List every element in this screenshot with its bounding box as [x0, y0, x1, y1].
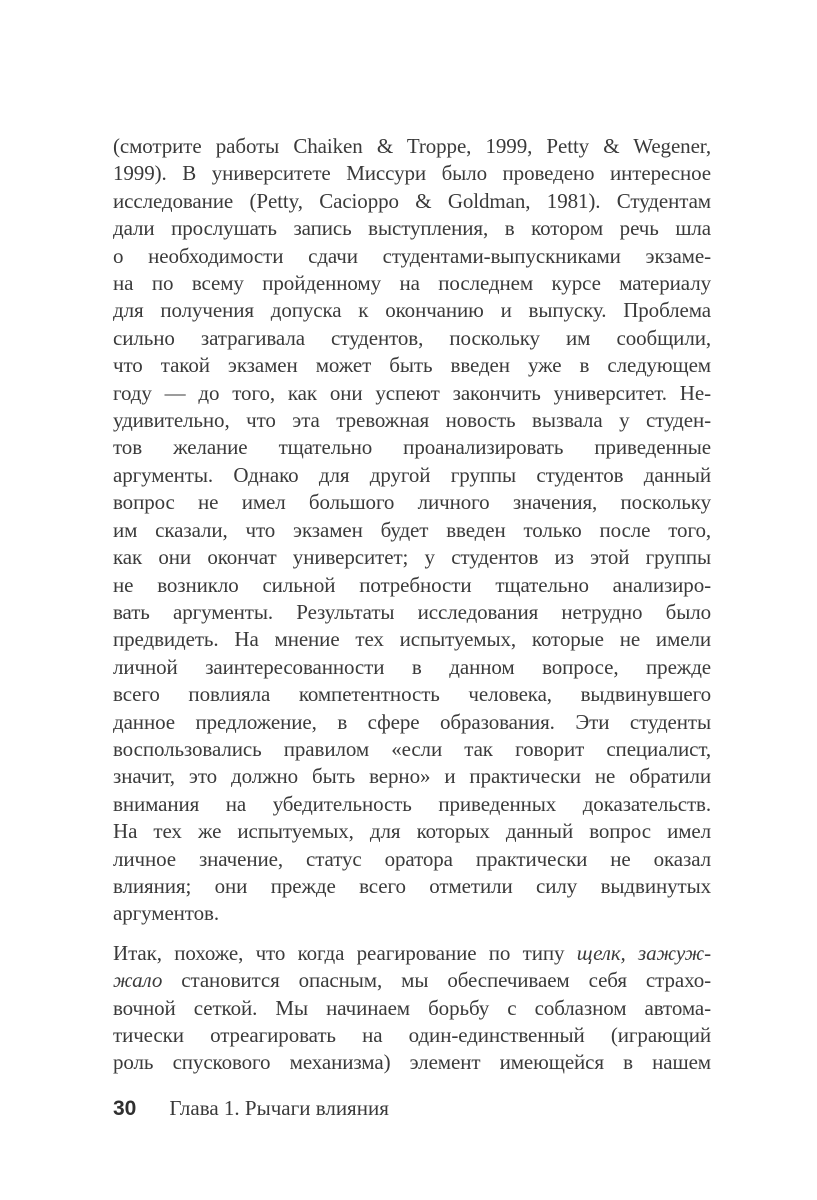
body-line: вать аргументы. Результаты исследования нетрудно было [113, 599, 711, 624]
body-line: тически отреагировать на один-единственный (играющий [113, 1023, 711, 1047]
body-line: для получения допуска к окончанию и выпуску. Проблема [113, 298, 711, 323]
body-line: (смотрите работы Chaiken & Troppe, 1999, Petty & Wegener, [113, 134, 711, 158]
body-line: о необходимости сдачи студентами-выпускниками экзаме- [113, 243, 711, 268]
chapter-running-title: Глава 1. Рычаги влияния [169, 1096, 389, 1120]
body-line: 1999). В университете Миссури было проведено интересное [113, 161, 711, 186]
body-line: всего повлияла компетентность человека, выдвинувшего [113, 682, 711, 707]
page-footer [113, 1096, 389, 1121]
body-line: аргументов. [113, 901, 219, 926]
body-line: данное предложение, в сфере образования. Эти студенты [113, 709, 711, 734]
body-line: сильно затрагивала студентов, поскольку им сообщили, [113, 325, 711, 350]
body-line: тов желание тщательно проанализировать приведенные [113, 435, 711, 460]
paragraph [113, 133, 711, 928]
body-line: воспользовались правилом «если так говорит специалист, [113, 736, 711, 761]
body-line: аргументы. Однако для другой группы студентов данный [113, 462, 711, 487]
body-line: внимания на убедительность приведенных доказательств. [113, 791, 711, 816]
body-line: что такой экзамен может быть введен уже в следующем [113, 353, 711, 378]
body-line: году — до того, как они успеют закончить университет. Не- [113, 380, 711, 405]
body-line: вопрос не имел большого личного значения, поскольку [113, 490, 711, 515]
body-line: не возникло сильной потребности тщательно анализиро- [113, 572, 711, 597]
body-line: вочной сеткой. Мы начинаем борьбу с соблазном автома- [113, 995, 711, 1020]
body-line: дали прослушать запись выступления, в котором речь шла [113, 216, 711, 241]
body-line: личной заинтересованности в данном вопросе, прежде [113, 654, 711, 679]
paragraph [113, 940, 711, 1077]
body-line: значит, это должно быть верно» и практически не обратили [113, 764, 711, 789]
body-line: Итак, похоже, что когда реагирование по типу щелк, зажуж- [113, 940, 712, 965]
page-number: 30 [113, 1097, 137, 1120]
body-line: как они окончат университет; у студентов из этой группы [113, 545, 711, 570]
body-line: на по всему пройденному на последнем курсе материалу [113, 271, 711, 296]
body-line: жало становится опасным, мы обеспечиваем себя страхо- [113, 968, 711, 993]
body-line: влияния; они прежде всего отметили силу выдвинутых [113, 873, 711, 898]
text-block [113, 133, 711, 1077]
body-line: исследование (Petty, Cacioppo & Goldman, 1981). Студентам [113, 188, 711, 213]
body-line: На тех же испытуемых, для которых данный вопрос имел [113, 819, 711, 844]
body-line: удивительно, что эта тревожная новость вызвала у студен- [113, 408, 711, 433]
body-line: предвидеть. На мнение тех испытуемых, которые не имели [113, 627, 711, 652]
body-line: личное значение, статус оратора практически не оказал [113, 846, 711, 871]
body-line: им сказали, что экзамен будет введен только после того, [113, 517, 711, 542]
body-line: роль спускового механизма) элемент имеющейся в нашем [113, 1050, 711, 1075]
